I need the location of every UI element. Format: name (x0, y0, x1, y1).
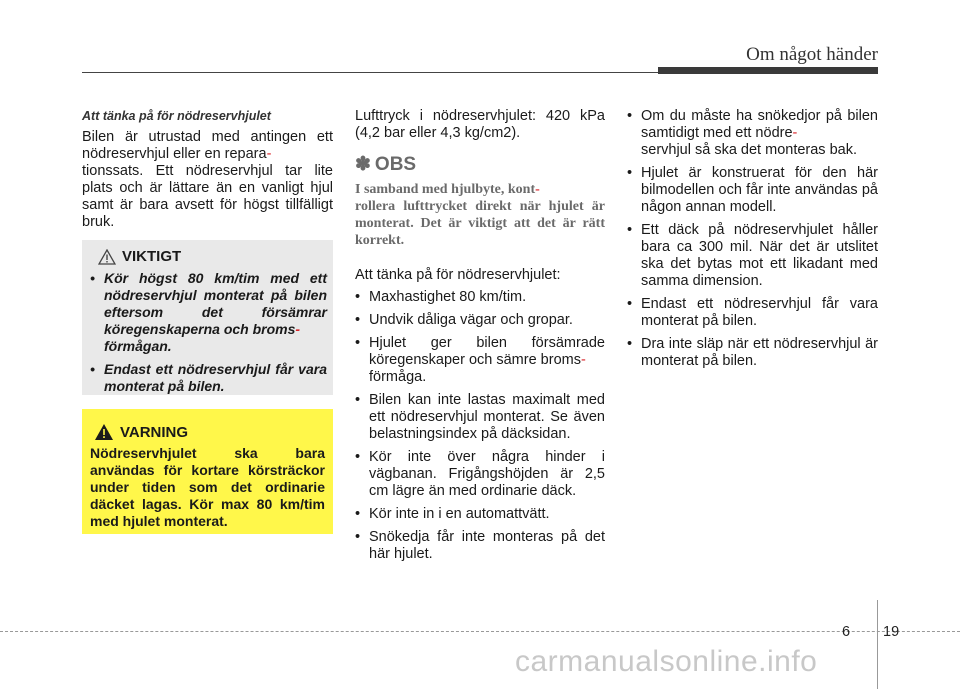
list-item: • Kör inte in i en automattvätt. (355, 506, 605, 523)
list-title: Att tänka på för nödreservhjulet: (355, 267, 561, 283)
section-subheading: Att tänka på för nödreservhjulet (82, 109, 271, 123)
list-item: • Endast ett nödreservhjul får vara monterat på bilen. (627, 296, 878, 330)
important-title: VIKTIGT (122, 248, 182, 265)
header-rule-thick (658, 67, 878, 74)
important-box (82, 240, 333, 395)
list-item: • Hjulet är konstruerat för den här bilmodellen och får inte användas på någon annan modell. (627, 165, 878, 216)
page-number: 19 (883, 624, 900, 640)
tips-list (355, 289, 605, 563)
list-item: • Om du måste ha snökedjor på bilen samtidigt med ett nödre- servhjul så ska det monteras bak. (627, 108, 878, 159)
pressure-paragraph: Lufttryck i nödreservhjulet: 420 kPa (4,2 bar eller 4,3 kg/cm2). (355, 108, 605, 141)
caution-triangle-icon (98, 249, 116, 265)
important-header (98, 248, 181, 265)
important-item-single: • Endast ett nödreservhjul får vara monterat på bilen. (90, 361, 327, 395)
watermark: carmanualsonline.info (515, 645, 818, 678)
list-item: • Bilen kan inte lastas maximalt med ett nödreservhjul monterat. Se även belastningsindex på däcksidan. (355, 392, 605, 443)
footer-dashed-line (0, 631, 960, 632)
important-list (90, 270, 327, 401)
list-item: • Hjulet ger bilen försämrade köregenskaper och sämre broms- förmåga. (355, 335, 605, 386)
warning-box (82, 409, 333, 534)
chapter-number: 6 (842, 624, 851, 640)
warning-title: VARNING (120, 423, 189, 441)
intro-paragraph: Bilen är utrustad med antingen ett nödreservhjul eller en repara- tionssats. Ett nödreservhjul tar lite plats och är lättare än en vanligt hjul samt är bara avsett för högst tillfälligt bruk. (82, 129, 333, 230)
warning-header (94, 423, 188, 441)
page-number-divider (877, 600, 878, 689)
obs-header (355, 156, 605, 173)
warning-triangle-icon (94, 423, 114, 441)
obs-text: I samband med hjulbyte, kont- rollera lufttrycket direkt när hjulet är monterat. Det är viktigt att det är rätt korrekt. (355, 182, 605, 248)
list-item: • Kör inte över några hinder i vägbanan. Frigångshöjden är 2,5 cm lägre än med ordinarie däck. (355, 449, 605, 500)
left-column (82, 108, 333, 231)
list-item: • Maxhastighet 80 km/tim. (355, 289, 605, 306)
important-item-speed: • Kör högst 80 km/tim med ett nödreservhjul monterat på bilen eftersom det försämrar köregenskaperna och broms- förmågan. (90, 270, 327, 355)
list-item: • Snökedja får inte monteras på det här hjulet. (355, 529, 605, 563)
list-item: • Ett däck på nödreservhjulet håller bara ca 300 mil. När det är utslitet ska det bytas mot ett likadant med samma dimension. (627, 222, 878, 290)
right-list (627, 108, 878, 370)
middle-column (355, 108, 605, 569)
page-header-title: Om något händer (746, 44, 878, 65)
obs-title: OBS (374, 154, 417, 175)
obs-star-icon: ✽ (355, 154, 371, 175)
list-item: • Undvik dåliga vägar och gropar. (355, 312, 605, 329)
list-item: • Dra inte släp när ett nödreservhjul är monterat på bilen. (627, 336, 878, 370)
warning-text: Nödreservhjulet ska bara användas för kortare körsträckor under tiden som det ordinarie däcket lagas. Kör max 80 km/tim med hjulet monterat. (90, 445, 325, 529)
right-column (627, 108, 878, 376)
